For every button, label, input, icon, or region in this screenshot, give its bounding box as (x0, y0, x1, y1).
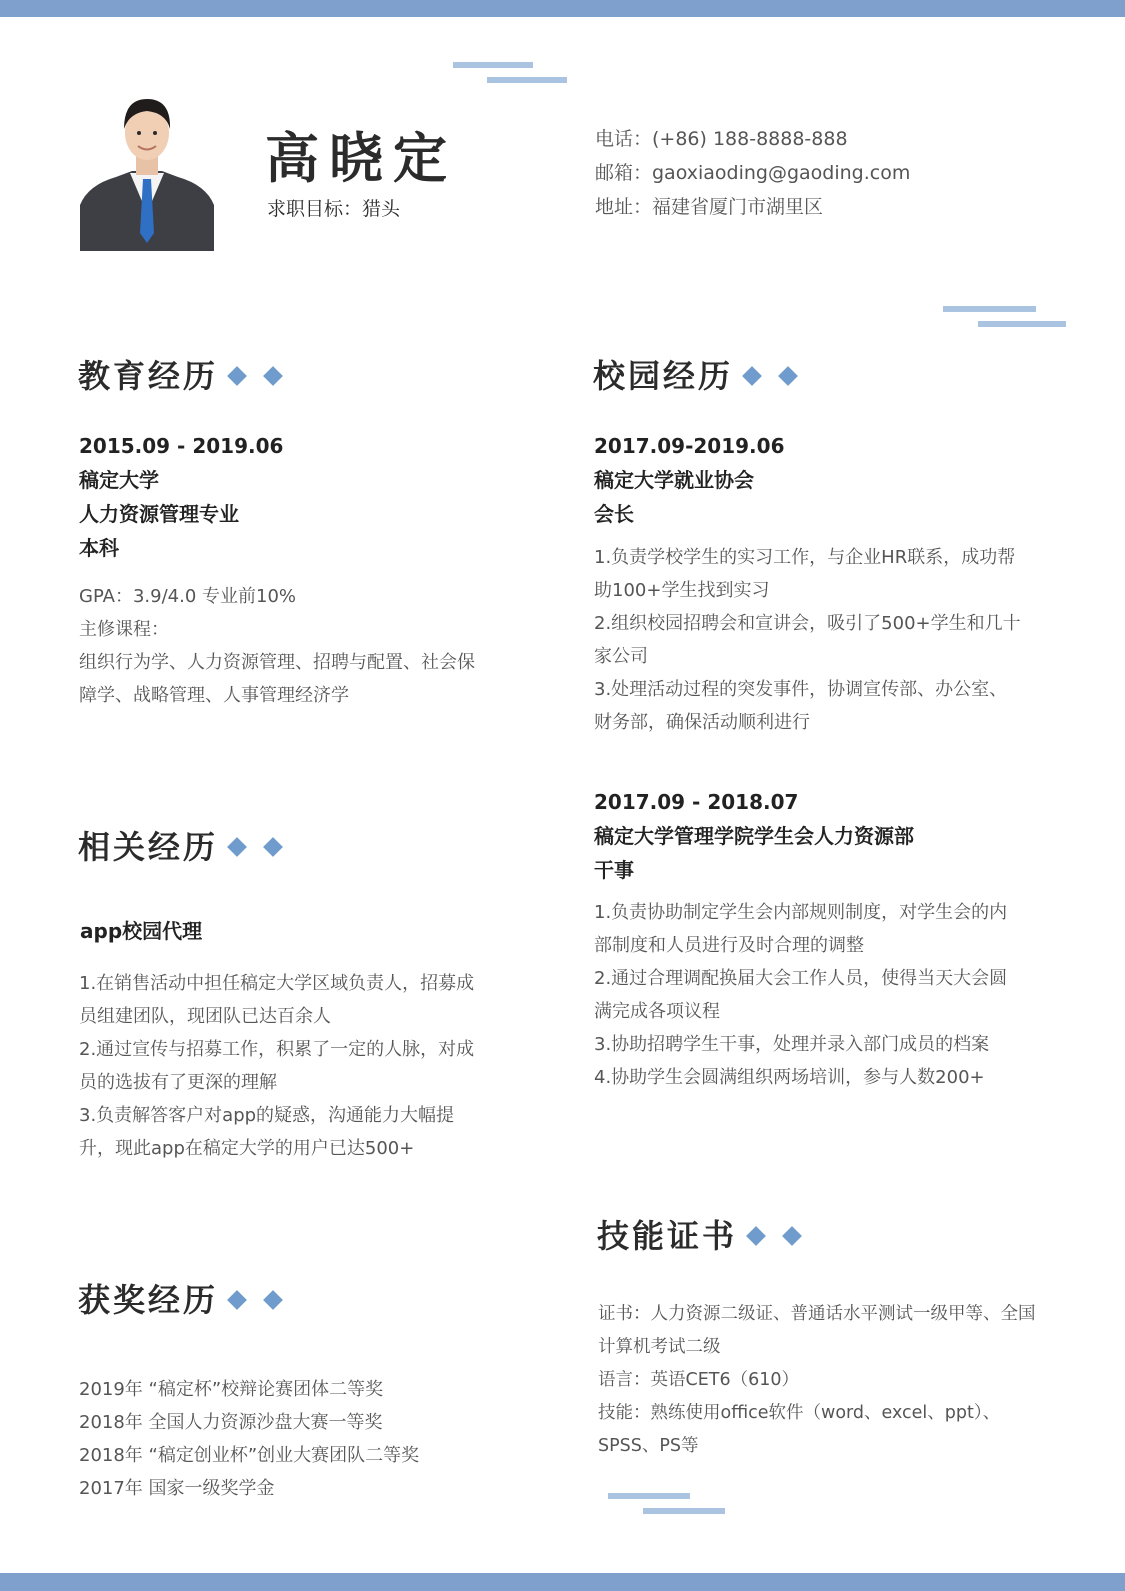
contact-email: 邮箱：gaoxiaoding@gaoding.com (595, 162, 911, 184)
related-role: app校园代理 (80, 919, 203, 943)
candidate-name: 高晓定 (265, 127, 457, 190)
section-title-awards (78, 1280, 302, 1320)
education-block (79, 429, 283, 565)
education-courses-line: 障学、战略管理、人事管理经济学 (79, 685, 349, 706)
diamond-icon (263, 366, 283, 386)
diamond-icon (263, 1290, 283, 1310)
top-accent-bar (0, 0, 1125, 17)
campus-period: 2017.09-2019.06 (594, 434, 785, 458)
diamond-icon (742, 366, 762, 386)
award-item: 2018年 “稿定创业杯”创业大赛团队二等奖 (79, 1445, 420, 1466)
deco-line (487, 77, 567, 83)
related-line: 员组建团队，现团队已达百余人 (79, 1006, 331, 1027)
diamond-icon (746, 1226, 766, 1246)
diamond-decoration (230, 1293, 302, 1307)
education-details (79, 580, 534, 712)
section-title-text: 教育经历 (78, 357, 219, 395)
campus-line: 财务部，确保活动顺利进行 (594, 712, 810, 733)
education-courses-label: 主修课程： (79, 619, 169, 640)
deco-line (453, 62, 533, 68)
skills-line: 技能：熟练使用office软件（word、excel、ppt）、 (598, 1403, 1001, 1423)
campus-line: 1.负责协助制定学生会内部规则制度，对学生会的内 (594, 902, 1008, 923)
campus-line: 4.协助学生会圆满组织两场培训，参与人数200+ (594, 1067, 985, 1088)
diamond-icon (263, 837, 283, 857)
section-title-related (78, 827, 302, 867)
campus-line: 3.处理活动过程的突发事件，协调宣传部、办公室、 (594, 679, 1008, 700)
section-title-campus (593, 356, 817, 396)
related-line: 3.负责解答客户对app的疑惑，沟通能力大幅提 (79, 1105, 455, 1126)
award-item: 2017年 国家一级奖学金 (79, 1478, 275, 1499)
awards-list (79, 1373, 534, 1505)
skills-line: SPSS、PS等 (598, 1436, 699, 1456)
campus-line: 2.组织校园招聘会和宣讲会，吸引了500+学生和几十 (594, 613, 1021, 634)
diamond-icon (227, 366, 247, 386)
skills-details (598, 1298, 1078, 1463)
campus-line: 1.负责学校学生的实习工作，与企业HR联系，成功帮 (594, 547, 1016, 568)
campus-org: 稿定大学管理学院学生会人力资源部 (594, 824, 914, 848)
section-title-education (78, 356, 302, 396)
job-objective: 求职目标：猎头 (267, 198, 401, 220)
related-line: 员的选拔有了更深的理解 (79, 1072, 277, 1093)
campus-line: 家公司 (594, 646, 648, 667)
bottom-accent-bar (0, 1573, 1125, 1591)
education-period: 2015.09 - 2019.06 (79, 434, 284, 458)
education-major: 人力资源管理专业 (79, 502, 239, 526)
campus-line: 助100+学生找到实习 (594, 580, 770, 601)
section-title-text: 相关经历 (78, 828, 219, 866)
person-portrait-icon (80, 93, 214, 251)
campus-line: 2.通过合理调配换届大会工作人员，使得当天大会圆 (594, 968, 1008, 989)
diamond-icon (778, 366, 798, 386)
skills-line: 计算机考试二级 (598, 1337, 721, 1357)
campus-entry (594, 429, 785, 531)
contact-address: 地址：福建省厦门市湖里区 (595, 196, 824, 218)
education-courses-line: 组织行为学、人力资源管理、招聘与配置、社会保 (79, 652, 475, 673)
contact-phone: 电话：(+86) 188-8888-888 (595, 128, 848, 150)
diamond-icon (227, 837, 247, 857)
related-line: 2.通过宣传与招募工作，积累了一定的人脉，对成 (79, 1039, 475, 1060)
award-item: 2019年 “稿定杯”校辩论赛团体二等奖 (79, 1379, 384, 1400)
section-title-text: 技能证书 (597, 1217, 738, 1255)
campus-line: 满完成各项议程 (594, 1001, 720, 1022)
profile-photo (80, 93, 214, 251)
campus-entry-details (594, 541, 1074, 739)
related-line: 1.在销售活动中担任稿定大学区域负责人，招募成 (79, 973, 475, 994)
diamond-decoration (749, 1229, 821, 1243)
campus-entry-details (594, 896, 1074, 1094)
related-line: 升，现此app在稿定大学的用户已达500+ (79, 1138, 415, 1159)
deco-line (943, 306, 1036, 312)
campus-org: 稿定大学就业协会 (594, 468, 754, 492)
section-title-text: 获奖经历 (78, 1281, 219, 1319)
diamond-decoration (745, 369, 817, 383)
campus-line: 部制度和人员进行及时合理的调整 (594, 935, 864, 956)
campus-period: 2017.09 - 2018.07 (594, 790, 799, 814)
deco-line (608, 1493, 690, 1499)
related-details (79, 967, 534, 1165)
campus-role: 干事 (594, 858, 634, 882)
section-title-text: 校园经历 (593, 357, 734, 395)
diamond-decoration (230, 369, 302, 383)
diamond-icon (227, 1290, 247, 1310)
section-title-skills (597, 1216, 821, 1256)
campus-role: 会长 (594, 502, 634, 526)
skills-line: 证书：人力资源二级证、普通话水平测试一级甲等、全国 (598, 1304, 1036, 1324)
education-degree: 本科 (79, 536, 119, 560)
skills-line: 语言：英语CET6（610） (598, 1370, 800, 1390)
diamond-icon (782, 1226, 802, 1246)
diamond-decoration (230, 840, 302, 854)
campus-line: 3.协助招聘学生干事，处理并录入部门成员的档案 (594, 1034, 990, 1055)
deco-line (978, 321, 1066, 327)
education-school: 稿定大学 (79, 468, 159, 492)
campus-entry (594, 785, 914, 887)
award-item: 2018年 全国人力资源沙盘大赛一等奖 (79, 1412, 383, 1433)
deco-line (643, 1508, 725, 1514)
education-gpa: GPA：3.9/4.0 专业前10% (79, 586, 297, 607)
